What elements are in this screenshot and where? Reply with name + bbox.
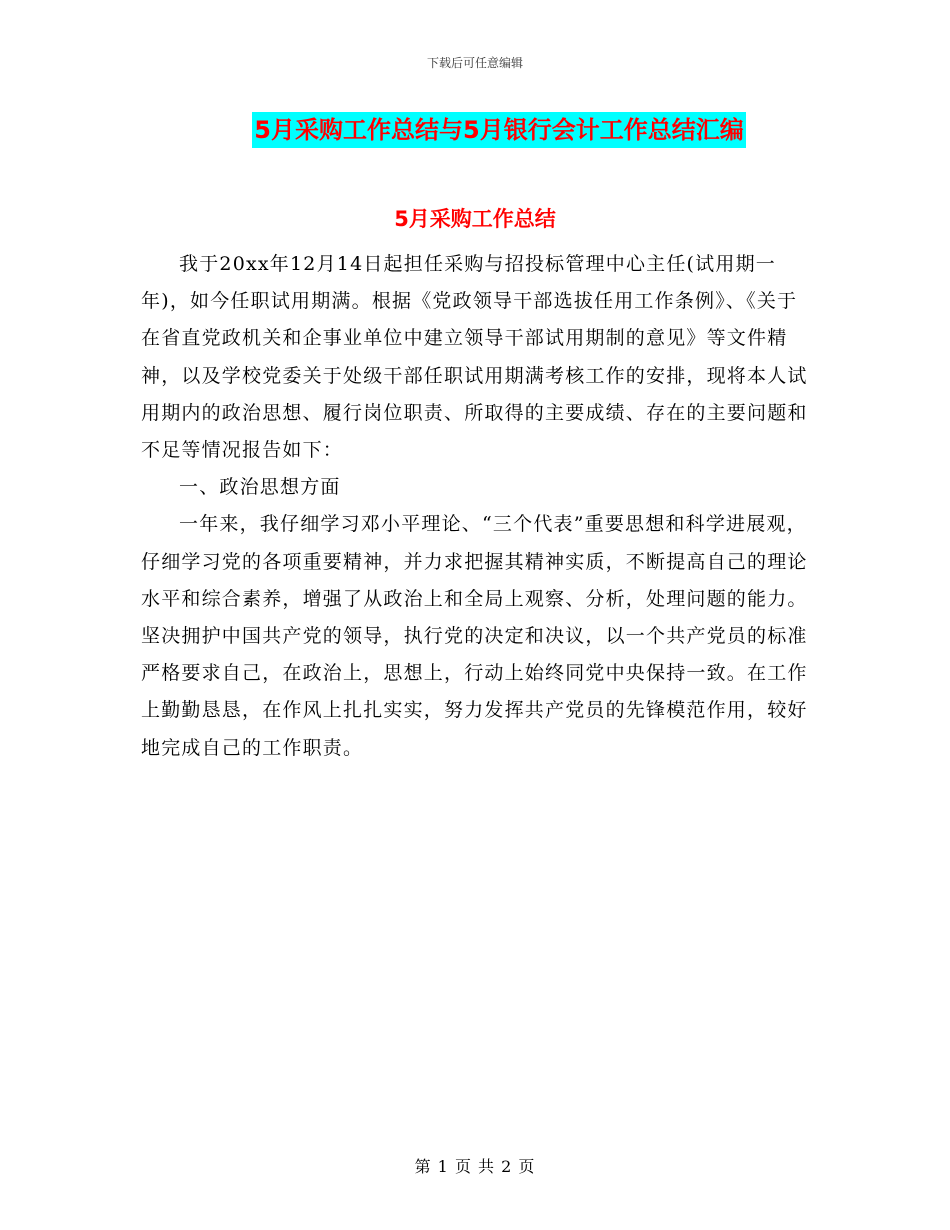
main-title: 5月采购工作总结与5月银行会计工作总结汇编 [252, 112, 745, 148]
page-number-footer: 第 1 页 共 2 页 [414, 1157, 536, 1176]
section-title: 5月采购工作总结 [394, 207, 556, 231]
paragraph-intro: 我于20xx年12月14日起担任采购与招投标管理中心主任(试用期一年)，如今任职试用期满。根据《党政领导干部选拔任用工作条例》、《关于在省直党政机关和企事业单位中建立领导干部试用期制的意见》等文件精神，以及学校党委关于处级干部任职试用期满考核工作的安排，现将本人试用期内的政治思想、履行岗位职责、所取得的主要成绩、存在的主要问题和不足等情况报告如下： [141, 253, 808, 462]
paragraph-political-thought: 一年来，我仔细学习邓小平理论、“三个代表”重要思想和科学进展观，仔细学习党的各项重要精神，并力求把握其精神实质，不断提高自己的理论水平和综合素养，增强了从政治上和全局上观察、分析，处理问题的能力。坚决拥护中国共产党的领导，执行党的决定和决议，以一个共产党员的标准严格要求自己，在政治上，思想上，行动上始终同党中央保持一致。在工作上勤勤恳恳，在作风上扎扎实实，努力发挥共产党员的先锋模范作用，较好地完成自己的工作职责。 [141, 513, 808, 759]
header-note: 下载后可任意编辑 [426, 56, 523, 70]
main-title-container [0, 112, 950, 148]
document-body [141, 246, 813, 767]
paragraph-heading-political: 一、政治思想方面 [179, 476, 341, 499]
